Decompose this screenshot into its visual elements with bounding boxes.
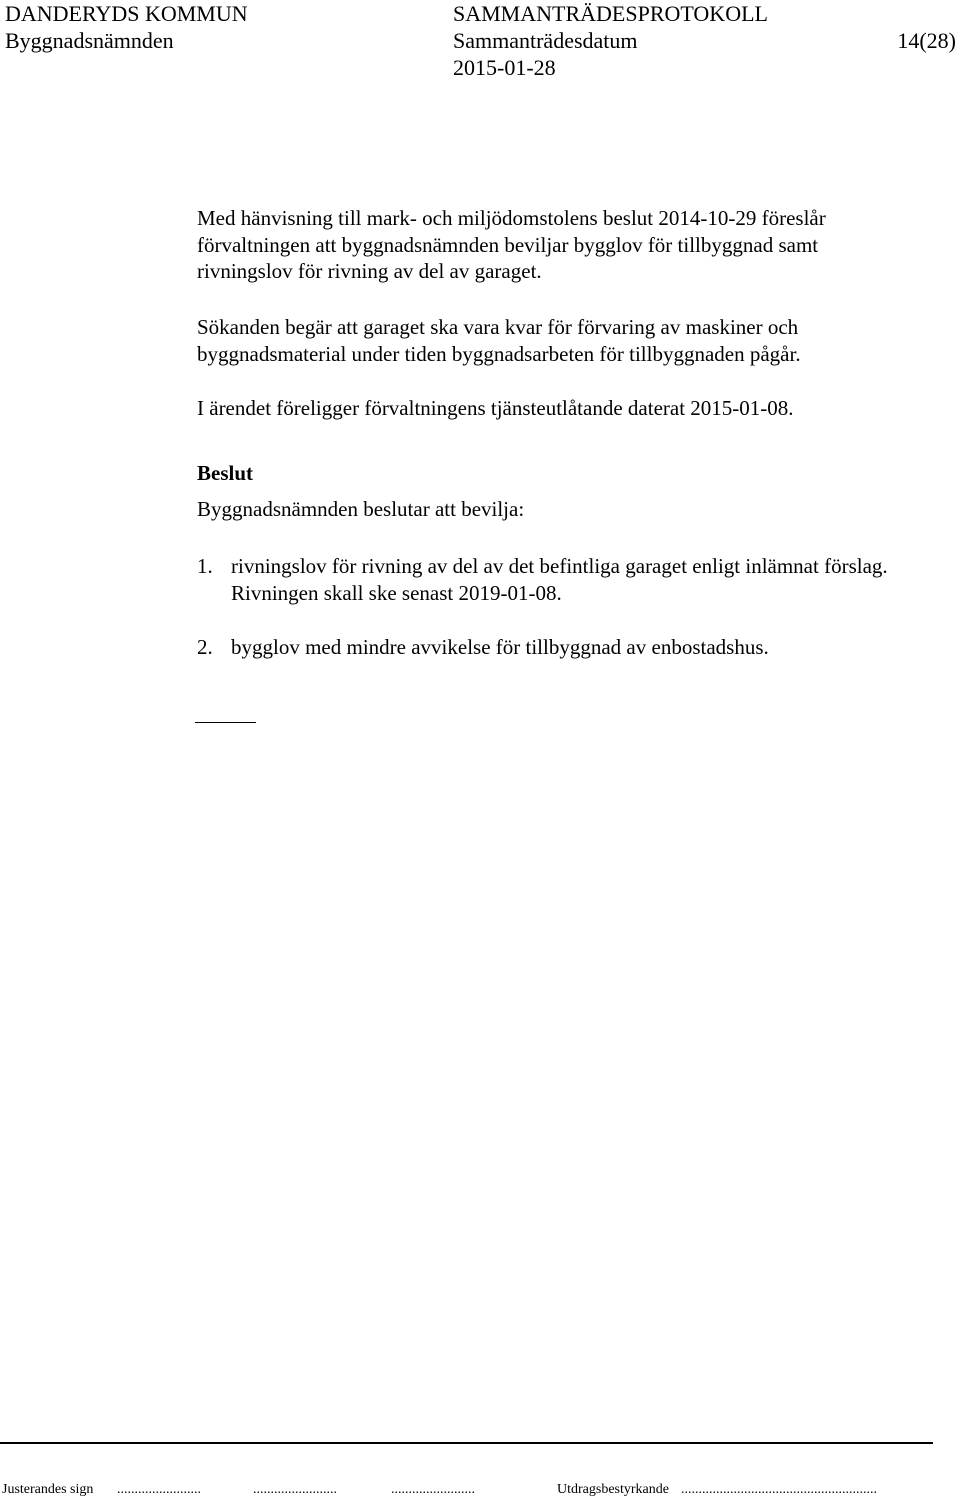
committee-name: Byggnadsnämnden (5, 28, 174, 53)
meeting-date: 2015-01-28 (453, 55, 556, 80)
footer-rule (0, 1442, 933, 1444)
paragraph-proposal-text: Med hänvisning till mark- och miljödomstolens beslut 2014-10-29 föreslår förvaltningen att byggnadsnämnden beviljar bygglov för tillbyggnad samt rivningslov för rivning av del av garaget. (197, 206, 826, 283)
page-number: 14(28) (897, 28, 956, 53)
document-type: SAMMANTRÄDESPROTOKOLL (453, 1, 768, 26)
decision-item (197, 553, 927, 606)
footer-extract-label: Utdragsbestyrkande (557, 1482, 669, 1497)
decision-section (197, 460, 897, 522)
footer-sign-line-2: ........................ (253, 1482, 337, 1497)
paragraph-request (197, 314, 897, 367)
decision-item-text: bygglov med mindre avvikelse för tillbyggnad av enbostadshus. (231, 635, 769, 659)
municipality-name: DANDERYDS KOMMUN (5, 1, 248, 26)
paragraph-statement-text: I ärendet föreligger förvaltningens tjänsteutlåtande daterat 2015-01-08. (197, 396, 794, 420)
decision-item-number: 1. (197, 554, 213, 578)
section-end-rule (195, 722, 256, 723)
decision-heading: Beslut (197, 461, 254, 485)
decision-item (197, 634, 927, 661)
decision-item-text: rivningslov för rivning av del av det befintliga garaget enligt inlämnat förslag. Rivningen skall ske senast 2019-01-08. (231, 554, 888, 605)
decision-item-number: 2. (197, 635, 213, 659)
footer-sign-label: Justerandes sign (2, 1482, 94, 1497)
footer-extract-line: ........................................................ (681, 1482, 877, 1497)
paragraph-statement (197, 395, 897, 422)
decision-intro: Byggnadsnämnden beslutar att bevilja: (197, 496, 525, 521)
paragraph-request-text: Sökanden begär att garaget ska vara kvar för förvaring av maskiner och byggnadsmaterial under tiden byggnadsarbeten för tillbyggnaden pågår. (197, 315, 801, 366)
paragraph-proposal (197, 205, 897, 285)
footer-sign-line-3: ........................ (391, 1482, 475, 1497)
meeting-date-label: Sammanträdesdatum (453, 28, 638, 53)
footer-sign-line-1: ........................ (117, 1482, 201, 1497)
